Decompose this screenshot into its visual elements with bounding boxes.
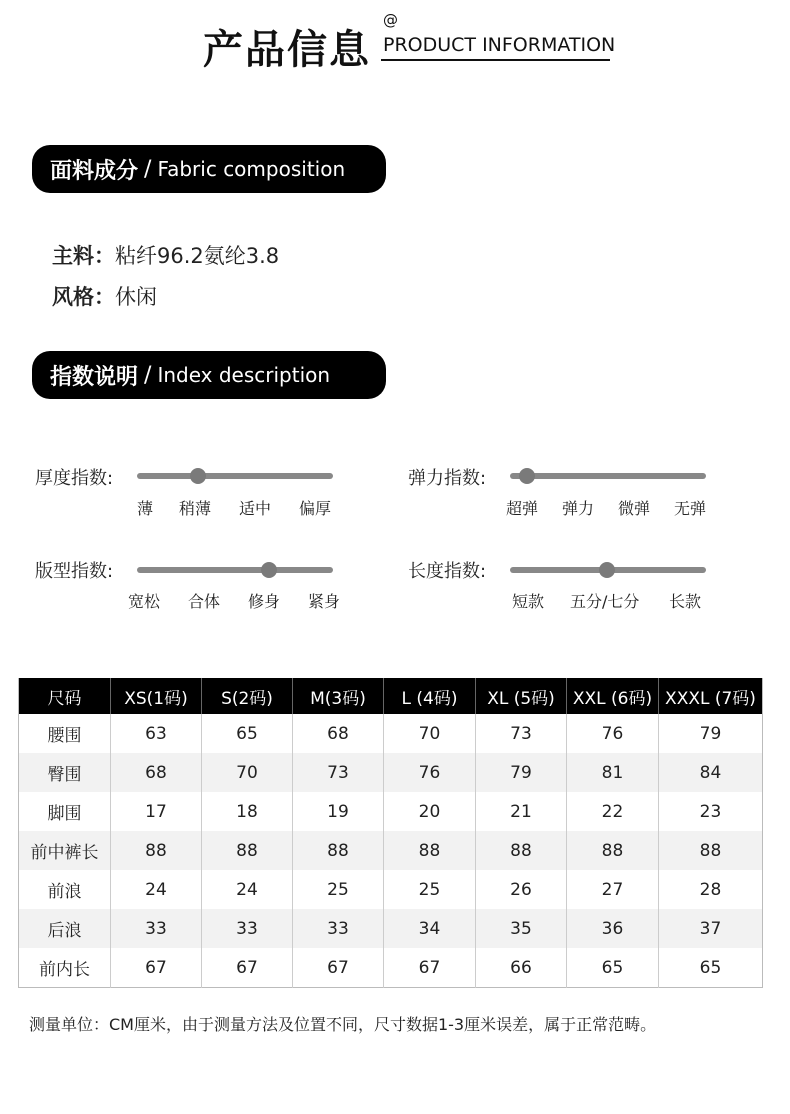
table-cell: 88 (384, 831, 476, 870)
table-row (19, 714, 763, 753)
fabric-section-header (32, 145, 386, 193)
column-header: XXL (6码) (567, 678, 659, 714)
table-cell: 19 (293, 792, 384, 831)
fit-option: 修身 (248, 592, 281, 611)
table-cell: 76 (567, 714, 659, 753)
fit-slider-track (137, 567, 333, 573)
table-row (19, 792, 763, 831)
table-cell: 67 (202, 948, 293, 988)
thickness-option: 适中 (239, 499, 272, 518)
elasticity-option: 微弹 (618, 499, 651, 518)
fit-index-label: 版型指数: (35, 561, 114, 582)
column-header: M(3码) (293, 678, 384, 714)
thickness-slider-knob (190, 468, 206, 484)
column-header: S(2码) (202, 678, 293, 714)
table-cell: 68 (293, 714, 384, 753)
size-table-header-row (19, 678, 763, 714)
elasticity-option: 弹力 (562, 499, 595, 518)
table-cell: 88 (476, 831, 567, 870)
table-cell: 88 (202, 831, 293, 870)
style-row (52, 281, 157, 311)
thickness-option: 薄 (137, 499, 154, 518)
table-cell: 76 (384, 753, 476, 792)
table-row (19, 870, 763, 909)
style-value: 休闲 (115, 285, 157, 309)
table-cell: 24 (202, 870, 293, 909)
table-cell: 36 (567, 909, 659, 948)
thickness-option: 偏厚 (299, 499, 332, 518)
table-cell: 65 (202, 714, 293, 753)
thickness-slider-track (137, 473, 333, 479)
table-cell: 88 (111, 831, 202, 870)
table-cell: 22 (567, 792, 659, 831)
length-option: 长款 (669, 592, 702, 611)
thickness-option: 稍薄 (179, 499, 212, 518)
main-material-row (52, 240, 279, 270)
main-material-value: 粘纤96.2氨纶3.8 (115, 244, 280, 268)
table-cell: 66 (476, 948, 567, 988)
index-section-separator: / (144, 362, 152, 388)
table-cell: 23 (659, 792, 763, 831)
measurement-note: 测量单位：CM厘米，由于测量方法及位置不同，尺寸数据1-3厘米误差，属于正常范畴。 (29, 1015, 657, 1034)
main-material-label: 主料： (52, 244, 115, 268)
table-cell: 63 (111, 714, 202, 753)
index-section-header (32, 351, 386, 399)
fabric-section-separator: / (144, 156, 152, 182)
thickness-index-label: 厚度指数: (35, 468, 114, 489)
table-cell: 79 (659, 714, 763, 753)
table-cell: 33 (293, 909, 384, 948)
table-cell: 34 (384, 909, 476, 948)
table-cell: 24 (111, 870, 202, 909)
elasticity-index-label: 弹力指数: (408, 468, 487, 489)
table-cell: 88 (659, 831, 763, 870)
table-cell: 67 (384, 948, 476, 988)
row-label: 前浪 (47, 882, 82, 902)
length-option: 五分/七分 (570, 592, 640, 611)
row-label: 后浪 (19, 909, 111, 948)
elasticity-option: 超弹 (506, 499, 539, 518)
table-cell: 81 (567, 753, 659, 792)
table-cell: 79 (476, 753, 567, 792)
elasticity-slider-knob (519, 468, 535, 484)
table-cell: 25 (384, 870, 476, 909)
table-cell: 88 (293, 831, 384, 870)
index-section-title-en: Index description (157, 363, 331, 387)
table-cell: 67 (293, 948, 384, 988)
table-row (19, 909, 763, 948)
column-header: XL (5码) (476, 678, 567, 714)
table-cell: 33 (111, 909, 202, 948)
row-label: 前内长 (39, 960, 90, 980)
table-cell: 73 (476, 714, 567, 753)
table-cell: 88 (567, 831, 659, 870)
table-cell: 37 (659, 909, 763, 948)
column-header: XS(1码) (111, 678, 202, 714)
at-symbol: @ (383, 11, 398, 29)
row-label: 脚围 (47, 804, 82, 824)
table-row (19, 753, 763, 792)
table-row (19, 948, 763, 988)
table-cell: 25 (293, 870, 384, 909)
row-label: 腰围 (47, 726, 82, 746)
table-cell: 20 (384, 792, 476, 831)
elasticity-option: 无弹 (674, 499, 707, 518)
row-label: 前中裤长 (19, 831, 111, 870)
table-cell: 73 (293, 753, 384, 792)
table-cell: 33 (202, 909, 293, 948)
fit-slider-knob (261, 562, 277, 578)
column-header: L (4码) (384, 678, 476, 714)
table-cell: 21 (476, 792, 567, 831)
table-cell: 67 (111, 948, 202, 988)
table-cell: 28 (659, 870, 763, 909)
table-cell: 27 (567, 870, 659, 909)
table-cell: 70 (384, 714, 476, 753)
length-index-label: 长度指数: (408, 561, 487, 582)
row-label: 臀围 (19, 753, 111, 792)
fabric-section-title-en: Fabric composition (157, 157, 346, 181)
fit-option: 紧身 (308, 592, 341, 611)
table-cell: 26 (476, 870, 567, 909)
table-cell: 70 (202, 753, 293, 792)
table-cell: 84 (659, 753, 763, 792)
length-option: 短款 (512, 592, 545, 611)
column-header: 尺码 (19, 678, 111, 714)
index-section-title-cn: 指数说明 (50, 364, 139, 390)
fit-option: 宽松 (128, 592, 161, 611)
table-cell: 18 (202, 792, 293, 831)
table-row (19, 831, 763, 870)
elasticity-slider-track (510, 473, 706, 479)
title-underline (381, 59, 610, 61)
table-cell: 65 (567, 948, 659, 988)
fabric-section-title-cn: 面料成分 (50, 158, 139, 184)
fit-option: 合体 (188, 592, 221, 611)
table-cell: 65 (659, 948, 763, 988)
page-title: 产品信息 (203, 27, 371, 73)
column-header: XXXL (7码) (659, 678, 763, 714)
size-table (18, 678, 763, 988)
table-cell: 17 (111, 792, 202, 831)
page-subtitle: PRODUCT INFORMATION (383, 34, 616, 56)
table-cell: 35 (476, 909, 567, 948)
table-cell: 68 (111, 753, 202, 792)
length-slider-knob (599, 562, 615, 578)
style-label: 风格： (52, 285, 115, 309)
